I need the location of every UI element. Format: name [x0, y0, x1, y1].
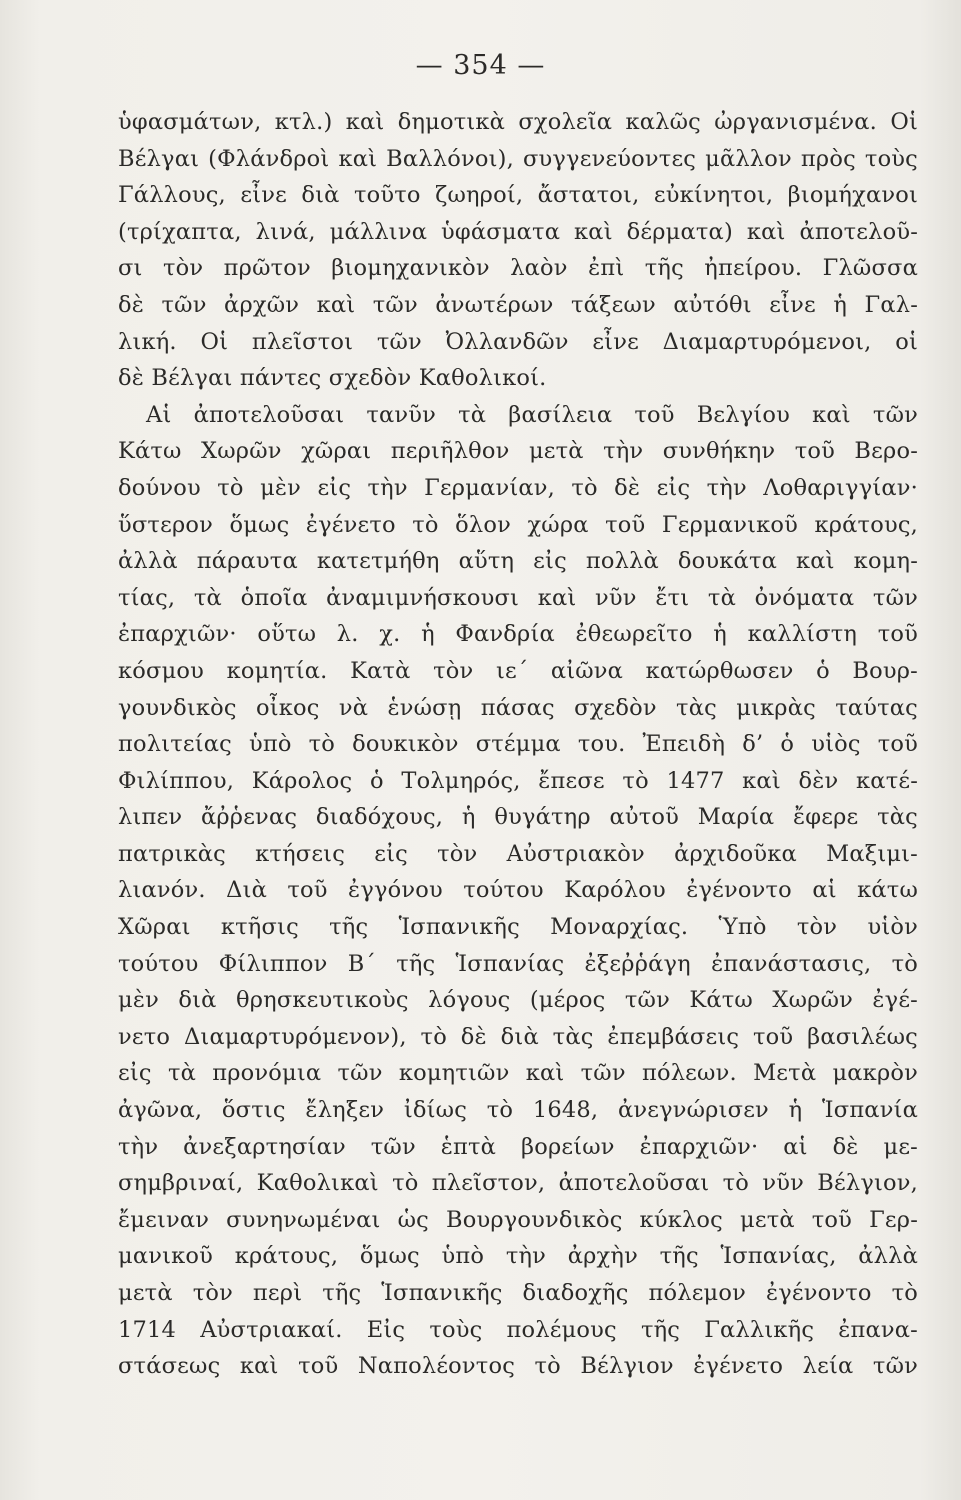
text-line: δούνου τὸ μὲν εἰς τὴν Γερμανίαν, τὸ δὲ εἰς τὴν Λοθαριγγίαν· — [118, 474, 918, 501]
text-line: τούτου Φίλιππον Β΄ τῆς Ἱσπανίας ἐξεῤῥάγη ἐπανάστασις, τὸ — [118, 950, 918, 977]
text-line: σι τὸν πρῶτον βιομηχανικὸν λαὸν ἐπὶ τῆς ἠπείρου. Γλῶσσα — [118, 255, 918, 282]
text-line: 1714 Αὐστριακαί. Εἰς τοὺς πολέμους τῆς Γαλλικῆς ἐπανα- — [118, 1316, 918, 1343]
text-line: Χῶραι κτῆσις τῆς Ἱσπανικῆς Μοναρχίας. Ὑπὸ τὸν υἱὸν — [118, 914, 918, 941]
text-line: νετο Διαμαρτυρόμενον), τὸ δὲ διὰ τὰς ἐπεμβάσεις τοῦ βασιλέως — [118, 1023, 918, 1050]
text-line: λιανόν. Διὰ τοῦ ἐγγόνου τούτου Καρόλου ἐγένοντο αἱ κάτω — [118, 877, 918, 904]
text-line: Κάτω Χωρῶν χῶραι περιῆλθον μετὰ τὴν συνθήκην τοῦ Βερο- — [118, 438, 918, 465]
text-line: ἐπαρχιῶν· οὕτω λ. χ. ἡ Φανδρία ἐθεωρεῖτο ἡ καλλίστη τοῦ — [118, 621, 918, 648]
text-line: (τρίχαπτα, λινά, μάλλινα ὑφάσματα καὶ δέρματα) καὶ ἀποτελοῦ- — [118, 218, 918, 245]
text-line: πατρικὰς κτήσεις εἰς τὸν Αὐστριακὸν ἀρχιδοῦκα Μαξιμι- — [118, 840, 918, 867]
text-line: ὑφασμάτων, κτλ.) καὶ δημοτικὰ σχολεῖα καλῶς ὠργανισμένα. Οἱ — [118, 109, 918, 135]
text-line: ὕστερον ὅμως ἐγένετο τὸ ὅλον χώρα τοῦ Γερμανικοῦ κράτους, — [118, 511, 918, 538]
text-line: Φιλίππου, Κάρολος ὁ Τολμηρός, ἔπεσε τὸ 1477 καὶ δὲν κατέ- — [118, 767, 918, 794]
text-line: λιπεν ἄῤῥενας διαδόχους, ἡ θυγάτηρ αὐτοῦ Μαρία ἔφερε τὰς — [118, 804, 918, 831]
text-line: λική. Οἱ πλεῖστοι τῶν Ὀλλανδῶν εἶνε Διαμαρτυρόμενοι, οἱ — [118, 328, 918, 355]
text-line: ἀλλὰ πάραυτα κατετμήθη αὕτη εἰς πολλὰ δουκάτα καὶ κομη- — [118, 548, 918, 575]
text-line: τίας, τὰ ὁποῖα ἀναμιμνήσκουσι καὶ νῦν ἔτι τὰ ὀνόματα τῶν — [118, 584, 918, 611]
text-line: μὲν διὰ θρησκευτικοὺς λόγους (μέρος τῶν Κάτω Χωρῶν ἐγέ- — [118, 987, 918, 1014]
text-line: ἀγῶνα, ὅστις ἔληξεν ἰδίως τὸ 1648, ἀνεγνώρισεν ἡ Ἱσπανία — [118, 1097, 918, 1124]
text-line: μανικοῦ κράτους, ὅμως ὑπὸ τὴν ἀρχὴν τῆς Ἱσπανίας, ἀλλὰ — [118, 1243, 918, 1270]
text-line: Γάλλους, εἶνε διὰ τοῦτο ζωηροί, ἄστατοι, εὐκίνητοι, βιομήχανοι — [118, 182, 918, 209]
text-line: σημβριναί, Καθολικαὶ τὸ πλεῖστον, ἀποτελοῦσαι τὸ νῦν Βέλγιον, — [118, 1170, 918, 1197]
text-line: δὲ τῶν ἀρχῶν καὶ τῶν ἀνωτέρων τάξεων αὐτόθι εἶνε ἡ Γαλ- — [118, 291, 918, 318]
text-line: Αἱ ἀποτελοῦσαι τανῦν τὰ βασίλεια τοῦ Βελγίου καὶ τῶν — [146, 401, 918, 428]
text-line: εἰς τὰ προνόμια τῶν κομητιῶν καὶ τῶν πόλεων. Μετὰ μακρὸν — [118, 1060, 918, 1087]
body-text — [118, 104, 918, 1385]
text-line: ἔμειναν συνηνωμέναι ὡς Βουργουνδικὸς κύκλος μετὰ τοῦ Γερ- — [118, 1206, 918, 1233]
text-line: πολιτείας ὑπὸ τὸ δουκικὸν στέμμα του. Ἐπειδὴ δ’ ὁ υἱὸς τοῦ — [118, 731, 918, 758]
text-line: δὲ Βέλγαι πάντες σχεδὸν Καθολικοί. — [118, 365, 547, 392]
text-line: Βέλγαι (Φλάνδροὶ καὶ Βαλλόνοι), συγγενεύοντες μᾶλλον πρὸς τοὺς — [118, 145, 918, 172]
page-number: — 354 — — [415, 50, 546, 81]
text-line: μετὰ τὸν περὶ τῆς Ἱσπανικῆς διαδοχῆς πόλεμον ἐγένοντο τὸ — [118, 1280, 918, 1306]
text-line: τὴν ἀνεξαρτησίαν τῶν ἑπτὰ βορείων ἐπαρχιῶν· αἱ δὲ με- — [118, 1133, 918, 1160]
text-line: γουνδικὸς οἶκος νὰ ἑνώσῃ πάσας σχεδὸν τὰς μικρὰς ταύτας — [118, 694, 918, 721]
text-line: κόσμου κομητία. Κατὰ τὸν ιε΄ αἰῶνα κατώρθωσεν ὁ Βουρ- — [118, 657, 918, 684]
text-line: στάσεως καὶ τοῦ Ναπολέοντος τὸ Βέλγιον ἐγένετο λεία τῶν — [118, 1353, 918, 1380]
